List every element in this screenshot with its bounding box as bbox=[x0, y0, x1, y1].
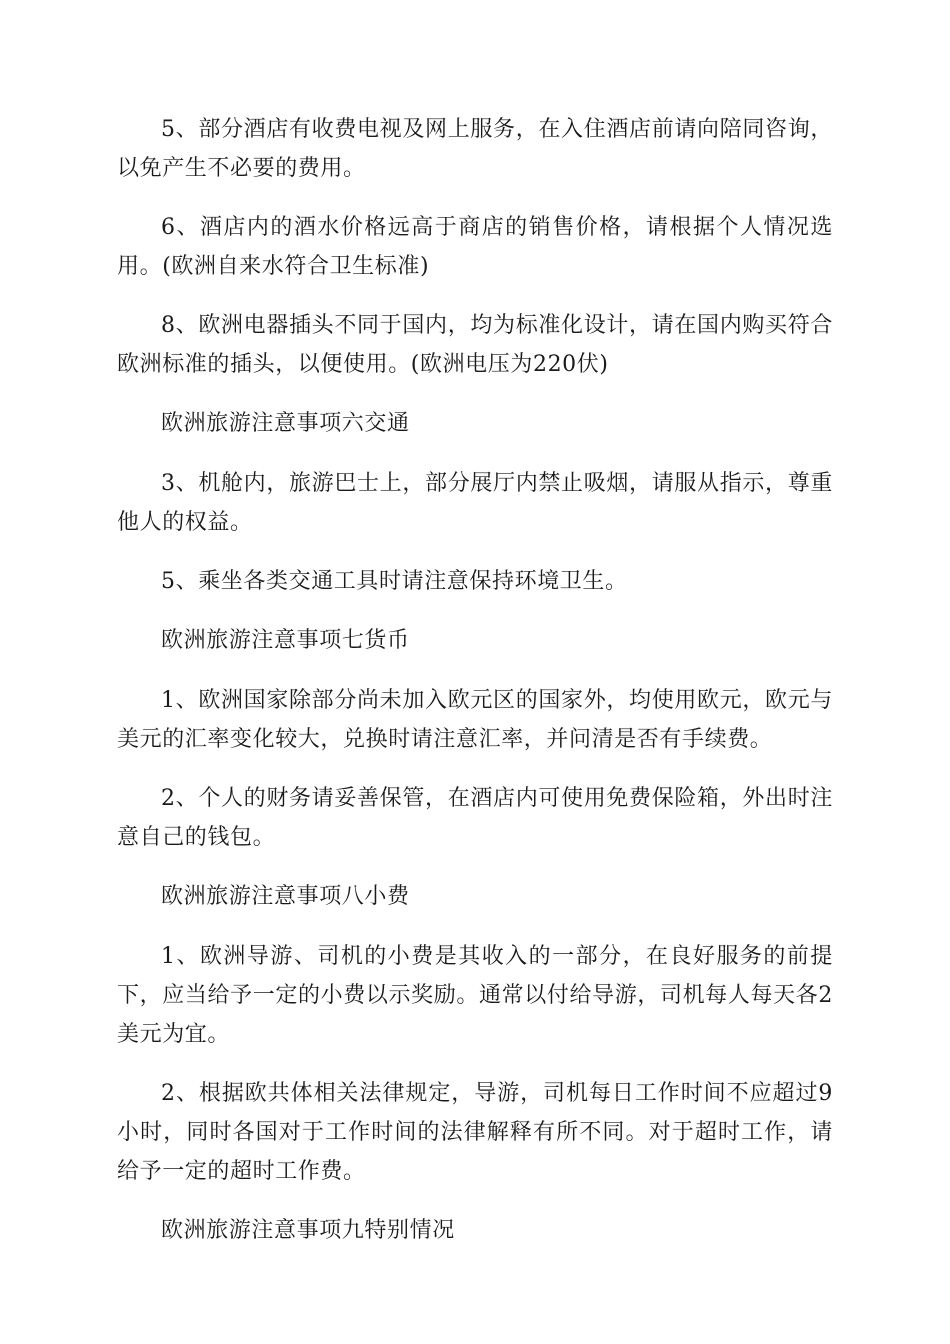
section-heading-tipping: 欧洲旅游注意事项八小费 bbox=[161, 884, 410, 909]
paragraph-power-plugs: 8、欧洲电器插头不同于国内，均为标准化设计，请在国内购买符合欧洲标准的插头，以便使用。(欧洲电压为220伏) bbox=[117, 313, 833, 377]
section-heading-special-situations: 欧洲旅游注意事项九特别情况 bbox=[161, 1218, 455, 1243]
paragraph-working-hours: 2、根据欧共体相关法律规定，导游，司机每日工作时间不应超过9小时，同时各国对于工作时间的法律解释有所不同。对于超时工作，请给予一定的超时工作费。 bbox=[117, 1081, 833, 1184]
paragraph-safekeeping: 2、个人的财务请妥善保管，在酒店内可使用免费保险箱，外出时注意自己的钱包。 bbox=[117, 786, 833, 850]
paragraph-hygiene: 5、乘坐各类交通工具时请注意保持环境卫生。 bbox=[161, 569, 628, 594]
paragraph-hotel-paid-services: 5、部分酒店有收费电视及网上服务，在入住酒店前请向陪同咨询，以免产生不必要的费用。 bbox=[117, 117, 833, 181]
section-heading-currency: 欧洲旅游注意事项七货币 bbox=[161, 628, 410, 653]
paragraph-tips: 1、欧洲导游、司机的小费是其收入的一部分，在良好服务的前提下，应当给予一定的小费以示奖励。通常以付给导游，司机每人每天各2美元为宜。 bbox=[117, 944, 833, 1047]
paragraph-euro-exchange: 1、欧洲国家除部分尚未加入欧元区的国家外，均使用欧元，欧元与美元的汇率变化较大，兑换时请注意汇率，并问清是否有手续费。 bbox=[117, 688, 833, 752]
paragraph-hotel-drinks: 6、酒店内的酒水价格远高于商店的销售价格，请根据个人情况选用。(欧洲自来水符合卫生标准) bbox=[117, 215, 833, 279]
document-body bbox=[117, 110, 833, 1271]
section-heading-transport: 欧洲旅游注意事项六交通 bbox=[161, 411, 410, 436]
paragraph-no-smoking: 3、机舱内，旅游巴士上，部分展厅内禁止吸烟，请服从指示，尊重他人的权益。 bbox=[117, 471, 833, 535]
